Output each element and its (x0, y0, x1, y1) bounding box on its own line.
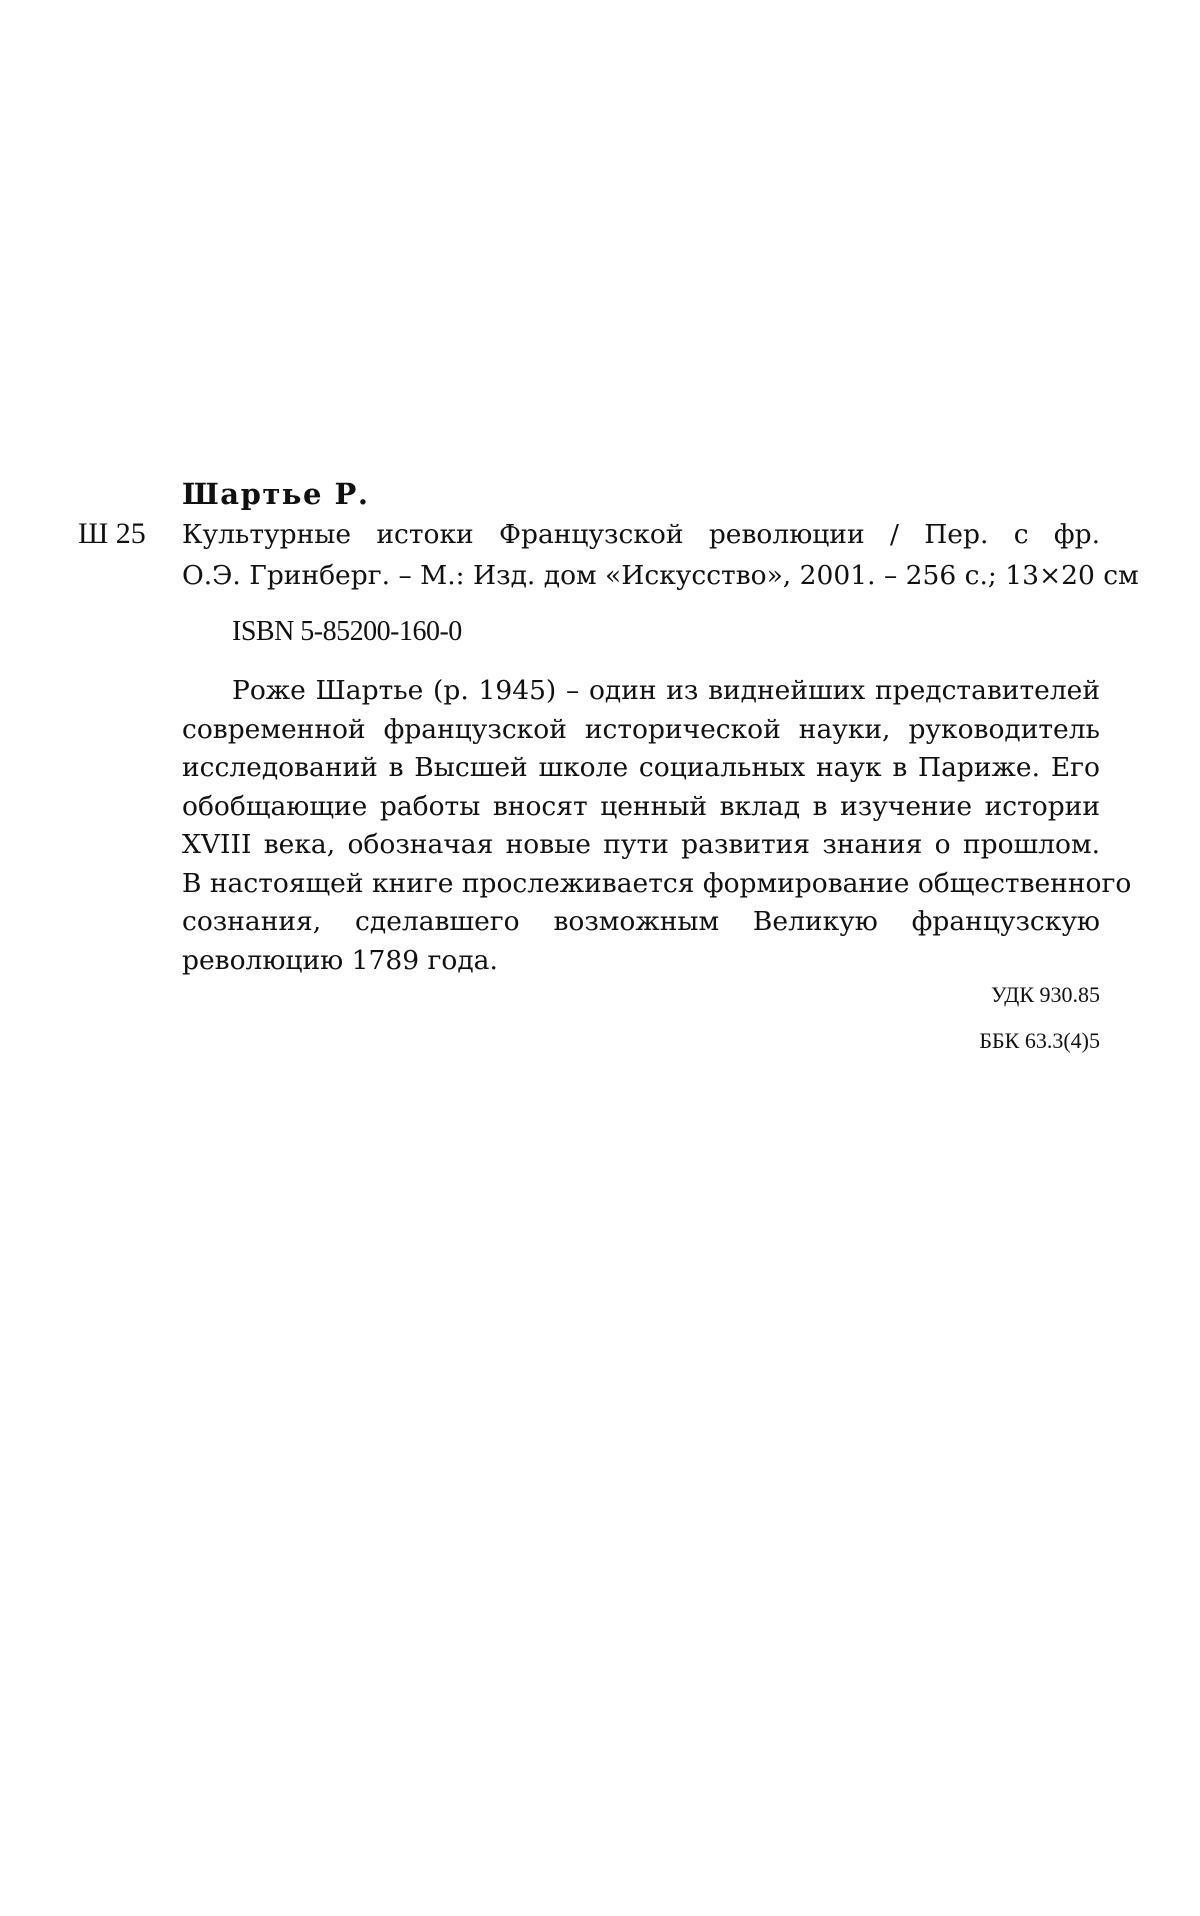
abstract-line: обобщающие работы вносят ценный вклад в изучение истории (182, 790, 1100, 822)
bbk-index: ББК 63.3(4)5 (979, 1028, 1100, 1053)
bibliographic-line: Культурные истоки Французской революции / Пер. с фр. (182, 519, 1100, 550)
abstract-paragraph (182, 672, 1132, 980)
author-code: Ш 25 (78, 517, 146, 550)
bibliographic-description (182, 514, 1139, 596)
abstract-line: революцию 1789 года. (182, 944, 498, 976)
abstract-line: сознания, сделавшего возможным Великую французскую (182, 906, 1100, 937)
udk-index: УДК 930.85 (990, 982, 1100, 1007)
abstract-line: исследований в Высшей школе социальных наук в Париже. Его (182, 752, 1100, 783)
abstract-line: современной французской исторической науки, руководитель (182, 713, 1100, 745)
abstract-line: Роже Шартье (р. 1945) – один из виднейших представителей (232, 675, 1100, 706)
bibliographic-line: О.Э. Гринберг. – М.: Изд. дом «Искусство», 2001. – 256 с.; 13×20 см (182, 560, 1139, 591)
abstract-line: В настоящей книге прослеживается формирование общественного (182, 867, 1132, 899)
author-name: Шартье Р. (182, 477, 370, 511)
isbn: ISBN 5-85200-160-0 (232, 616, 462, 647)
abstract-line: XVIII века, обозначая новые пути развития знания о прошлом. (182, 829, 1100, 860)
